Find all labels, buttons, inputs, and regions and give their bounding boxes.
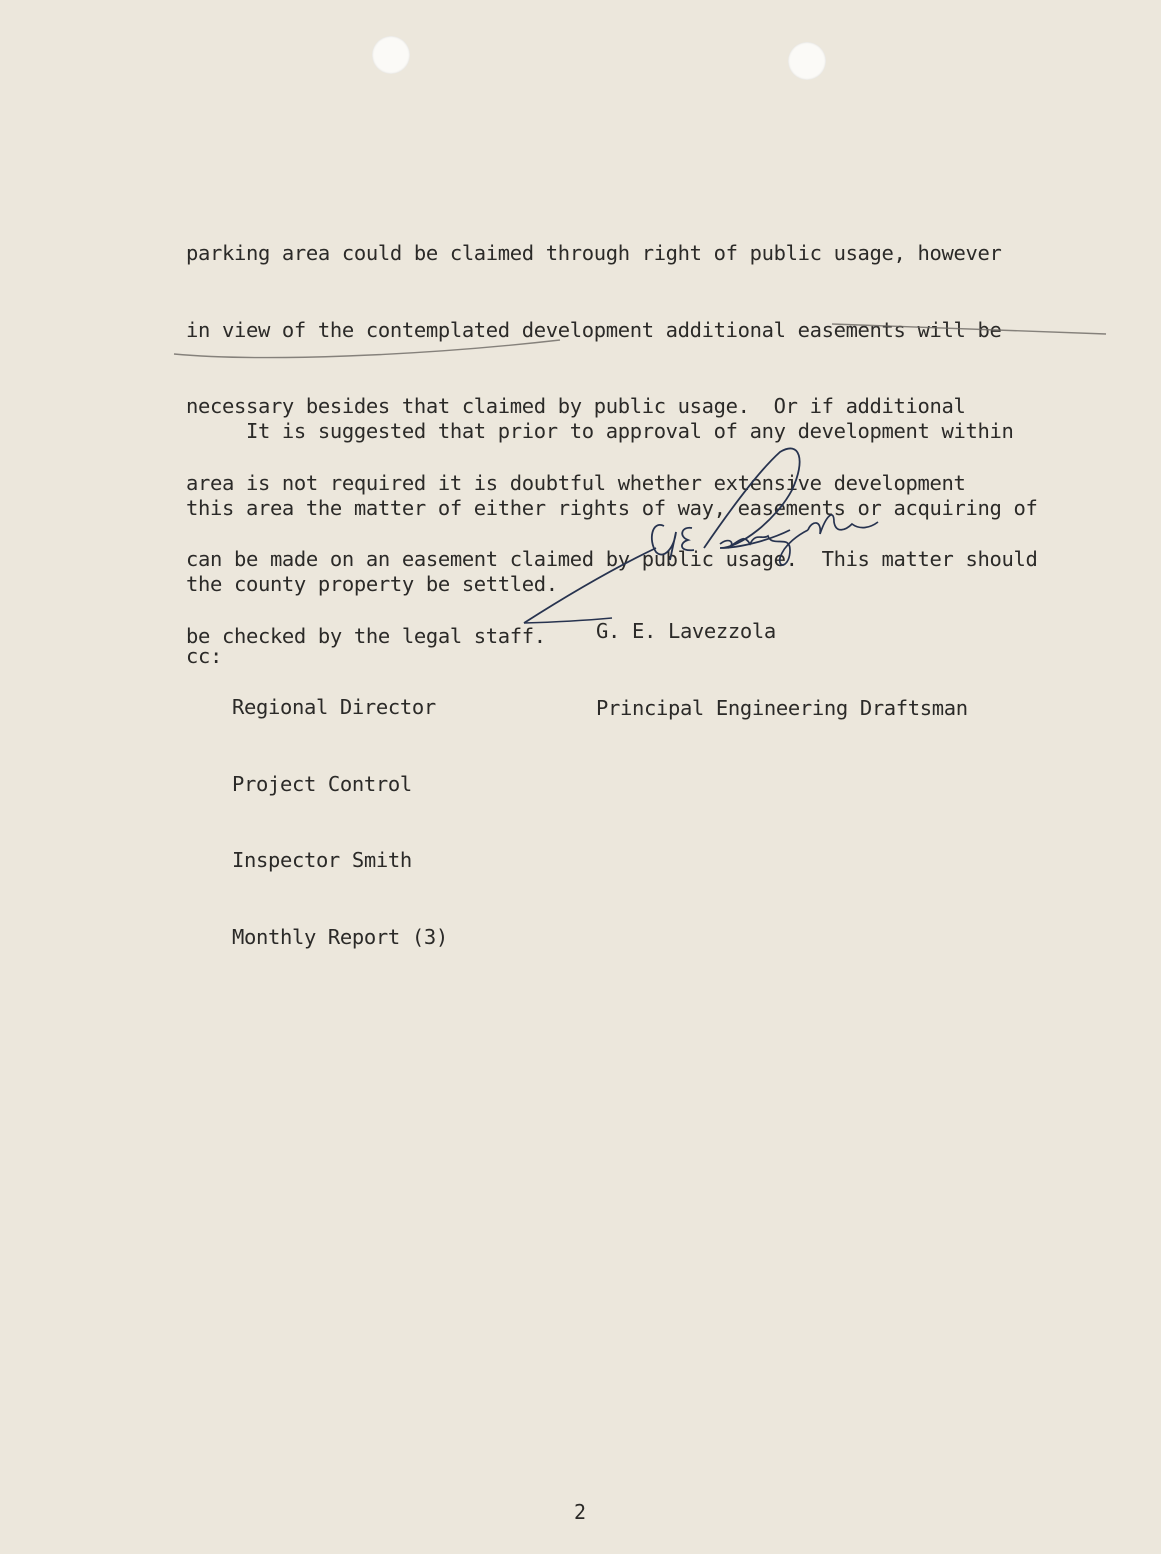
cc-recipient: Monthly Report (3) (232, 924, 448, 949)
text-line: can be made on an easement claimed by public usage. This matter should (186, 547, 1038, 571)
signer-name: G. E. Lavezzola (596, 619, 776, 643)
signer-title: Principal Engineering Draftsman (596, 695, 968, 720)
text-line: parking area could be claimed through right of public usage, however (186, 241, 1002, 265)
text-line: necessary besides that claimed by public usage. Or if additional (186, 394, 966, 418)
cc-label: cc: (186, 644, 222, 668)
signature-block (596, 568, 968, 772)
text-line: It is suggested that prior to approval of any development within (186, 419, 1014, 443)
text-line: be checked by the legal staff. (186, 623, 546, 648)
text-line: in view of the contemplated development additional easements will be (186, 317, 1002, 342)
page-number: 2 (574, 1500, 587, 1524)
cc-recipient: Inspector Smith (232, 848, 412, 872)
cc-block (186, 644, 448, 949)
text-line: the county property be settled. (186, 572, 558, 596)
cc-recipient: Project Control (232, 771, 412, 796)
cc-recipient-list (232, 644, 448, 1001)
text-line: area is not required it is doubtful whether extensive development (186, 470, 966, 495)
cc-recipient: Regional Director (232, 695, 436, 719)
text-line: this area the matter of either rights of way, easements or acquiring of (186, 495, 1038, 520)
